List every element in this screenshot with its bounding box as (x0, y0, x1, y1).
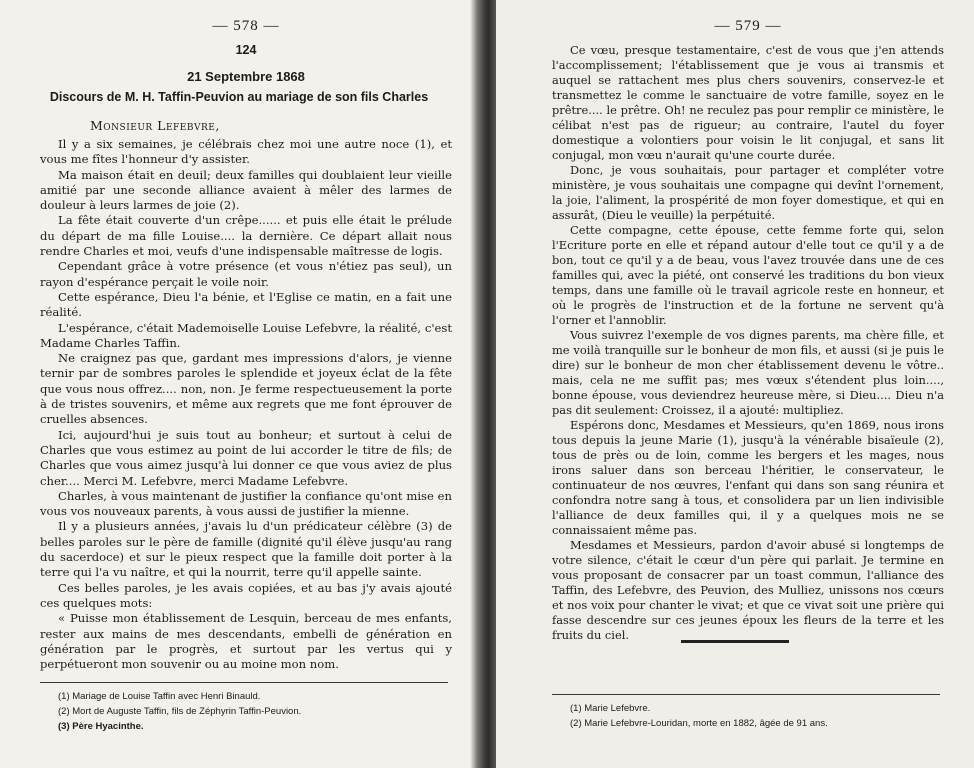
quoted-paragraph: « Puisse mon établissement de Lesquin, berceau de mes enfants, rester aux mains de mes descendants, embelli de génération en génération par le progrès, et surtout par les vertus qui y perpétueront mon souvenir ou au moine mon nom. (40, 611, 452, 672)
document-title: Discours de M. H. Taffin-Peuvion au mariage de son fils Charles (49, 90, 429, 104)
salutation: Monsieur Lefebvre, (90, 118, 220, 133)
paragraph: Cette espérance, Dieu l'a bénie, et l'Eglise ce matin, en a fait une réalité. (40, 289, 452, 320)
document-date: 21 Septembre 1868 (187, 69, 305, 84)
paragraph: Charles, à vous maintenant de justifier la confiance qu'ont mise en vous vos nouveaux parents, à vous aussi de justifier la mienne. (40, 488, 452, 519)
footnotes-left (40, 682, 448, 734)
paragraph: Il y a six semaines, je célébrais chez moi une autre noce (1), et vous me fîtes l'honneur d'y assister. (40, 137, 452, 167)
paragraph: L'espérance, c'était Mademoiselle Louise Lefebvre, la réalité, c'est Madame Charles Taffin. (40, 320, 452, 350)
paragraph: Donc, je vous souhaitais, pour partager et compléter votre ministère, je vous souhaitais une compagne qui devînt l'ornement, la joie, l'aliment, la prospérité de mon foyer domestique, et qui en assurât, (Dieu le veuille) la perpétuité. (552, 163, 944, 222)
left-page (0, 0, 478, 768)
paragraph: Cependant grâce à votre présence (et vous n'étiez pas seul), un rayon d'espérance perçait le voile noir. (40, 259, 452, 289)
paragraph: Vous suivrez l'exemple de vos dignes parents, ma chère fille, et me voilà tranquille sur le bonheur de mon fils, et aussi (si je puis le dire) sur le bonheur de mon cher établissement devenu le vôtre.. mais, cela ne me suffit pas; mes vœux s'étendent plus loin...., bonne épouse, vous deviendrez heureuse mère, si Dieu.... Dieu n'a pas dit seulement: Croissez, il a ajouté: multipliez. (552, 328, 944, 417)
paragraph: Ces belles paroles, je les avais copiées, et au bas j'y avais ajouté ces quelques mots: (40, 580, 452, 610)
paragraph: Ici, aujourd'hui je suis tout au bonheur; et surtout à celui de Charles que vous estimez au point de lui accorder le titre de fils; de Charles que vous aimez jusqu'à lui donner ce que vous aviez de plus cher.... Merci M. Lefebvre, merci Madame Lefebvre. (40, 427, 452, 488)
footnote: (1) Mariage de Louise Taffin avec Henri Binauld. (58, 691, 261, 702)
page-number-left: — 578 — (212, 18, 280, 34)
footnotes-right (552, 694, 940, 731)
end-rule (681, 640, 789, 643)
page-number-right: — 579 — (714, 18, 782, 34)
paragraph: Il y a plusieurs années, j'avais lu d'un prédicateur célèbre (3) de belles paroles sur le père de famille (dignité qu'il élève jusqu'au rang du sacerdoce) et sur le pieux respect que la famille doit porter à la terre qui l'a vu naître, et qui la nourrit, terre qu'il appelle sainte. (40, 519, 452, 580)
footnote: (1) Marie Lefebvre. (570, 703, 651, 714)
paragraph: Ma maison était en deuil; deux familles qui doublaient leur vieille amitié par une seconde alliance avaient à mêler des larmes de douleur à leurs larmes de joie (2). (40, 167, 452, 213)
footnote: (2) Mort de Auguste Taffin, fils de Zéphyrin Taffin-Peuvion. (58, 706, 302, 717)
paragraph: Ce vœu, presque testamentaire, c'est de vous que j'en attends l'accomplissement; l'établissement que je vous ai transmis et auquel se rattachent mes plus chers souvenirs, conservez-le et transmettez le comme le sanctuaire de votre famille, soyez en le prêtre.... le prêtre. Oh! ne reculez pas pour remplir ce ministère, le célibat n'est pas de rigueur; au contraire, l'autel du foyer domestique a volontiers pour voisin le lit conjugal, et sans lit conjugal, mon vœu n'aurait qu'une courte durée. (552, 43, 944, 162)
right-page (496, 0, 974, 768)
footnote: (2) Marie Lefebvre-Louridan, morte en 1882, âgée de 91 ans. (570, 718, 828, 729)
document-number: 124 (235, 43, 257, 57)
paragraph: La fête était couverte d'un crêpe...... et puis elle était le prélude du départ de ma fille Louise.... la dernière. Ce départ allait nous rendre Charles et moi, veufs d'une indispensable maîtresse de logis. (40, 213, 452, 259)
paragraph: Espérons donc, Mesdames et Messieurs, qu'en 1869, nous irons tous depuis la jeune Marie (1), jusqu'à la vénérable bisaïeule (2), tous de près ou de loin, comme les bergers et les mages, nous irons saluer dans son berceau l'héritier, le conservateur, le continuateur de nos œuvres, l'enfant qui dans son sang réunira et confondra notre sang à tous, et consolidera par un lien indivisible l'alliance de deux familles qui, il y a quelques mois ne se connaissaient même pas. (552, 418, 944, 537)
paragraph: Mesdames et Messieurs, pardon d'avoir abusé si longtemps de votre silence, c'était le cœur d'un père qui parlait. Je termine en vous proposant de consacrer par un toast commun, l'alliance des Taffin, des Lefebvre, des Peuvion, des Mulliez, unissons nos cœurs et nos voix pour chanter le vivat; et que ce vivat soit une prière qui fasse descendre sur ces jeunes époux les fleurs de la terre et les fruits du ciel. (552, 538, 944, 642)
paragraph: Ne craignez pas que, gardant mes impressions d'alors, je vienne ternir par de sombres paroles le splendide et joyeux éclat de la fête que vous nous offrez.... non, non. Je ferme respectueusement la porte à de tristes souvenirs, et même aux regrets que me font éprouver de cruelles absences. (40, 351, 452, 427)
footnote: (3) Père Hyacinthe. (58, 721, 144, 732)
paragraph: Cette compagne, cette épouse, cette femme forte qui, selon l'Ecriture porte en elle et répand autour d'elle tout ce qu'il y a de bon, tout ce qu'il y a de beau, vous l'avez trouvée dans une de ces familles qui, avec la piété, ont conservé les traditions du bon vieux temps, dans une famille où le travail agricole reste en honneur, et où le progrès de l'instruction et de la fortune ne servent qu'à l'orner et l'annoblir. (552, 223, 944, 327)
